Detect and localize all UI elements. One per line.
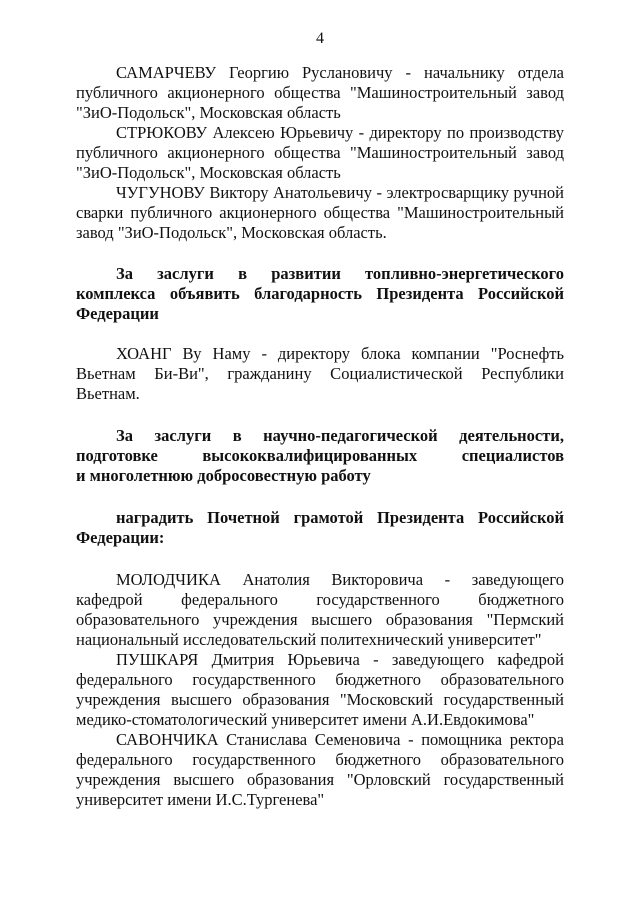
awardee-stryukov: СТРЮКОВУ Алексею Юрьевичу - директору по производству публичного акционерного общества "Машиностроительный завод "ЗиО-Подольск", Московская область [76,123,564,182]
awardee-savonchik: САВОНЧИКА Станислава Семеновича - помощника ректора федерального государственного бюджетного образовательного учреждения высшего образования "Орловский государственный университет имени И.С.Тургенева" [76,730,564,809]
awardee-molodchik: МОЛОДЧИКА Анатолия Викторовича - заведующего кафедрой федерального государственного бюджетного образовательного учреждения высшего образования "Пермский национальный исследовательский политехнический университет" [76,570,564,649]
awardee-chugunov: ЧУГУНОВУ Виктору Анатольевичу - электросварщику ручной сварки публичного акционерного общества "Машиностроительный завод "ЗиО-Подольск", Московская область. [76,183,564,242]
heading-award-line-2: Федерации: [76,528,165,547]
awardee-samarchev: САМАРЧЕВУ Георгию Руслановичу - начальнику отдела публичного акционерного общества "Машиностроительный завод "ЗиО-Подольск", Московская область [76,63,564,122]
awardee-pushkar: ПУШКАРЯ Дмитрия Юрьевича - заведующего кафедрой федерального государственного бюджетного образовательного учреждения высшего образования "Московский государственный медико-стоматологический университет имени А.И.Евдокимова" [76,650,564,729]
awardee-hoang: ХОАНГ Ву Наму - директору блока компании "Роснефть Вьетнам Би-Ви", гражданину Социалистической Республики Вьетнам. [76,344,564,403]
heading-science-line-2: подготовке высококвалифицированных специалистов [76,446,564,465]
heading-science-line-3: и многолетнюю добросовестную работу [76,466,371,485]
document-body [76,63,564,810]
heading-science [76,426,564,486]
heading-science-line-1: За заслуги в научно-педагогической деятельности, [116,426,564,445]
heading-award-line-1: наградить Почетной грамотой Президента Российской [116,508,564,527]
page-number: 4 [316,30,324,47]
heading-fuel-energy: За заслуги в развитии топливно-энергетического комплекса объявить благодарность Президента Российской Федерации [76,264,564,323]
heading-award [76,508,564,548]
